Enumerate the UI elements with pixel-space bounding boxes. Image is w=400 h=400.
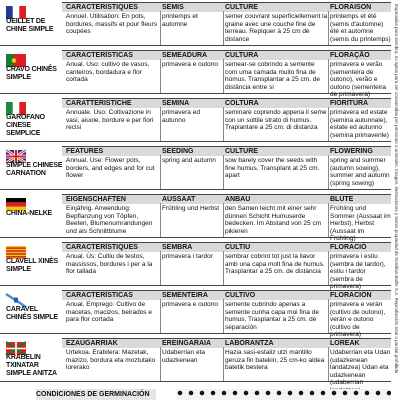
column-divider	[223, 203, 224, 237]
column-header: FLORACIÓN	[330, 292, 372, 299]
column-divider	[160, 155, 161, 189]
column-header: BLÜTE	[330, 196, 354, 203]
language-block	[0, 98, 391, 142]
column-header: SEMENTEIRA	[162, 292, 208, 299]
column-divider	[223, 251, 224, 285]
column-divider	[223, 347, 224, 381]
column-divider	[328, 251, 329, 285]
column-header: CARACTERÍSTICAS	[66, 292, 133, 299]
decorative-pattern	[176, 389, 391, 400]
column-header-row	[62, 2, 391, 12]
column-header: CARACTERÍSTICAS	[66, 52, 133, 59]
column-divider	[160, 203, 161, 237]
plant-name: CLAVELL XINÈS SIMPLE	[6, 258, 58, 273]
language-label-column	[0, 2, 62, 45]
language-label-column	[0, 290, 62, 333]
plant-name: SIMPLE CHINESE CARNATION	[6, 162, 63, 177]
table-cell: Frühling und Sommer (Aussaat im Herbst), Herbst (Aussaat im Frühling)	[330, 205, 391, 242]
plant-name: GAROFANO CINESE SEMPLICE	[6, 114, 45, 137]
table-cell: Frühling und Herbst	[162, 205, 220, 212]
plant-name: CRAVO CHINÊS SIMPLE	[6, 66, 57, 81]
column-divider	[223, 155, 224, 189]
language-label-column	[0, 194, 62, 237]
table-cell: Annual. Use: Flower pots, borders, and edges and for cut flower	[66, 157, 155, 179]
table-cell: primavera ed estate (semina autunnale), estate ed autunno (semina primaverile)	[330, 109, 389, 139]
column-header: FEATURES	[66, 148, 104, 155]
germination-title: CONDICIONES DE GERMINACIÓN	[36, 389, 156, 400]
column-header: FLOWERING	[330, 148, 373, 155]
column-header: SEMINA	[162, 100, 190, 107]
column-header: FLORAISON	[330, 4, 372, 11]
language-label-column	[0, 50, 62, 93]
table-cell: Udaberrian eta Udan (udazkenean landatzea) Udan eta udazkenean (udaberrian	[330, 349, 391, 386]
column-header: AUSSAAT	[162, 196, 196, 203]
column-header-row	[62, 194, 391, 204]
column-header: CULTIU	[225, 244, 251, 251]
table-cell: semer couvrant superficiellement la graine avec une couche fine de terreau. Repiquer à 25 cm de distance	[225, 13, 328, 43]
language-block	[0, 146, 391, 190]
column-header: FIORITURA	[330, 100, 369, 107]
table-cell: Hazia sasi-estaliz utzi mantillo geruza fin batekin, 25 cm-ko aldea batetik bestera	[225, 349, 325, 371]
column-header: ANBAU	[225, 196, 251, 203]
column-header: SEMBRA	[162, 244, 193, 251]
column-header: CULTURE	[225, 148, 258, 155]
language-label-column	[0, 98, 62, 141]
column-header: SEEDING	[162, 148, 194, 155]
table-cell: Annuale. Uso: Coltivazione in vasi, aiuole, bordure e per fiori recisi	[66, 109, 154, 131]
language-block	[0, 242, 391, 290]
column-divider	[160, 107, 161, 141]
table-cell: semear-se cobrindo a semente com uma camada muito fina de húmus. Transplantar a 25 cm. de distância entre si	[225, 61, 321, 91]
column-divider	[328, 155, 329, 189]
column-header: CULTURA	[225, 52, 259, 59]
table-cell: spring and summer (autumn sowing), summer and autumn (spring sowing)	[330, 157, 390, 187]
column-header: CARACTERISTIQUES	[66, 4, 138, 11]
table-cell: semente cubrindo apenas a semente cunha capa moi fina de humus. Trasplantar a 25 cm. de separación	[225, 301, 319, 331]
table-cell: Udaberrian eta udazkenean	[162, 349, 205, 364]
column-divider	[223, 11, 224, 45]
column-header: LOREAK	[330, 340, 360, 347]
table-cell: Urtekoa. Erabilera: Mazetak, mazizo, bordura eta moztutako lorerako	[66, 349, 156, 371]
column-header: CULTURE	[225, 4, 258, 11]
table-cell: primavera i tardor	[162, 253, 213, 260]
column-header: EREINGARAIA	[162, 340, 212, 347]
germination-footer	[0, 389, 400, 400]
column-divider	[160, 299, 161, 333]
column-header-row	[62, 98, 391, 108]
language-block	[0, 338, 391, 386]
language-label-column	[0, 146, 62, 189]
table-cell: Anual. Uso: cultivo de vasos, canteiros, bordadura e flor cortada	[66, 61, 150, 83]
language-label-column	[0, 242, 62, 285]
column-header-row	[62, 338, 391, 348]
table-cell: primavera e outono	[162, 301, 219, 308]
column-header: SEMIS	[162, 4, 184, 11]
column-header-row	[62, 290, 391, 300]
table-cell: sembrar cobrint tot just la llavor amb una capa molt fina de humus. Trasplantar a 25 cm. de distància	[225, 253, 325, 275]
column-divider	[328, 347, 329, 381]
table-cell: Anual. Emprego: Cultivo de macetas, macizos, beirados e para flor cortada	[66, 301, 152, 323]
column-header: COLTURA	[225, 100, 259, 107]
language-block	[0, 2, 391, 46]
language-block	[0, 50, 391, 98]
column-header-row	[62, 146, 391, 156]
table-cell: primavera e verán (cultivo de outono), verán e outono (cultivo de primavera)	[330, 301, 386, 338]
table-cell: Einjährig. Anwendung: Bepflanzung von Töpfen, Beeten, Blumenumrandungen und als Schnittblume	[66, 205, 153, 235]
column-divider	[160, 11, 161, 45]
language-block	[0, 290, 391, 338]
column-header-row	[62, 242, 391, 252]
column-divider	[328, 107, 329, 141]
side-disclaimer-text: Especiales para siembra, no aptas para ser consumidas por personas o animales. Imagen, ilustraciones y textos propiedad de Semillas Batlle S.A. Reproducción total o parcial prohibida	[394, 4, 399, 374]
column-divider	[328, 59, 329, 93]
plant-name: OEILLET DE CHINE SIMPLE	[6, 18, 54, 33]
plant-name: CHINA-NELKE	[6, 210, 53, 217]
table-cell: primavera ed autunno	[162, 109, 200, 124]
column-header: CARACTERÍSTIQUES	[66, 244, 138, 251]
table-cell: printemps et automne	[162, 13, 198, 28]
language-label-column	[0, 338, 62, 381]
column-header: EZAUGARRIAK	[66, 340, 118, 347]
column-divider	[328, 299, 329, 333]
table-cell: Annuel. Utilisation: En pots, bordures, massifs et pour fleurs coupées	[66, 13, 158, 35]
column-header: EIGENSCHAFTEN	[66, 196, 126, 203]
side-disclaimer	[391, 0, 400, 400]
column-divider	[160, 251, 161, 285]
column-divider	[328, 11, 329, 45]
column-divider	[160, 59, 161, 93]
column-header: CARATTERISTICHE	[66, 100, 132, 107]
column-header: FLORACIÓ	[330, 244, 367, 251]
language-block	[0, 194, 391, 242]
column-header: FLORAÇÃO	[330, 52, 370, 59]
table-cell: Anual. Ús: Cultiu de testos, massissos, bordures i per a la flor tallada	[66, 253, 153, 275]
column-divider	[223, 107, 224, 141]
table-cell: primavera e verão (sementeira de outono), verão e outono (sementeira de primavera)	[330, 61, 387, 98]
column-header: CULTIVO	[225, 292, 256, 299]
table-cell: den Samen leicht mit einer sehr dünnen Schicht Humuserde bedecken. Im Abstand von 25 cm pikieren	[225, 205, 322, 235]
table-cell: printemps et été (semis d'automne) été et automne (semis du printemps)	[330, 13, 391, 43]
table-cell: seminare coprendo appena il seme con un sottile strato di humus. Trapiantare a 25 cm. di distanza	[225, 109, 327, 131]
table-cell: sow barely cover the seeds with fine humus. Transplant at 25 cm. apart	[225, 157, 320, 179]
plant-name: CARAVEL CHINÉS SIMPLE	[6, 306, 58, 321]
column-header: SEMEADURA	[162, 52, 208, 59]
table-cell: primavera e outono	[162, 61, 219, 68]
column-header: LABORANTZA	[225, 340, 274, 347]
plant-name: KRABELIN TXINATAR SIMPLE ANITZA	[6, 354, 57, 377]
column-divider	[223, 299, 224, 333]
table-cell: spring and autumn	[162, 157, 216, 164]
column-divider	[328, 203, 329, 237]
column-divider	[223, 59, 224, 93]
column-divider	[160, 347, 161, 381]
table-cell: primavera i estiu (sembra de tardor), estiu i tardor (sembra de primavera)	[330, 253, 386, 290]
column-header-row	[62, 50, 391, 60]
